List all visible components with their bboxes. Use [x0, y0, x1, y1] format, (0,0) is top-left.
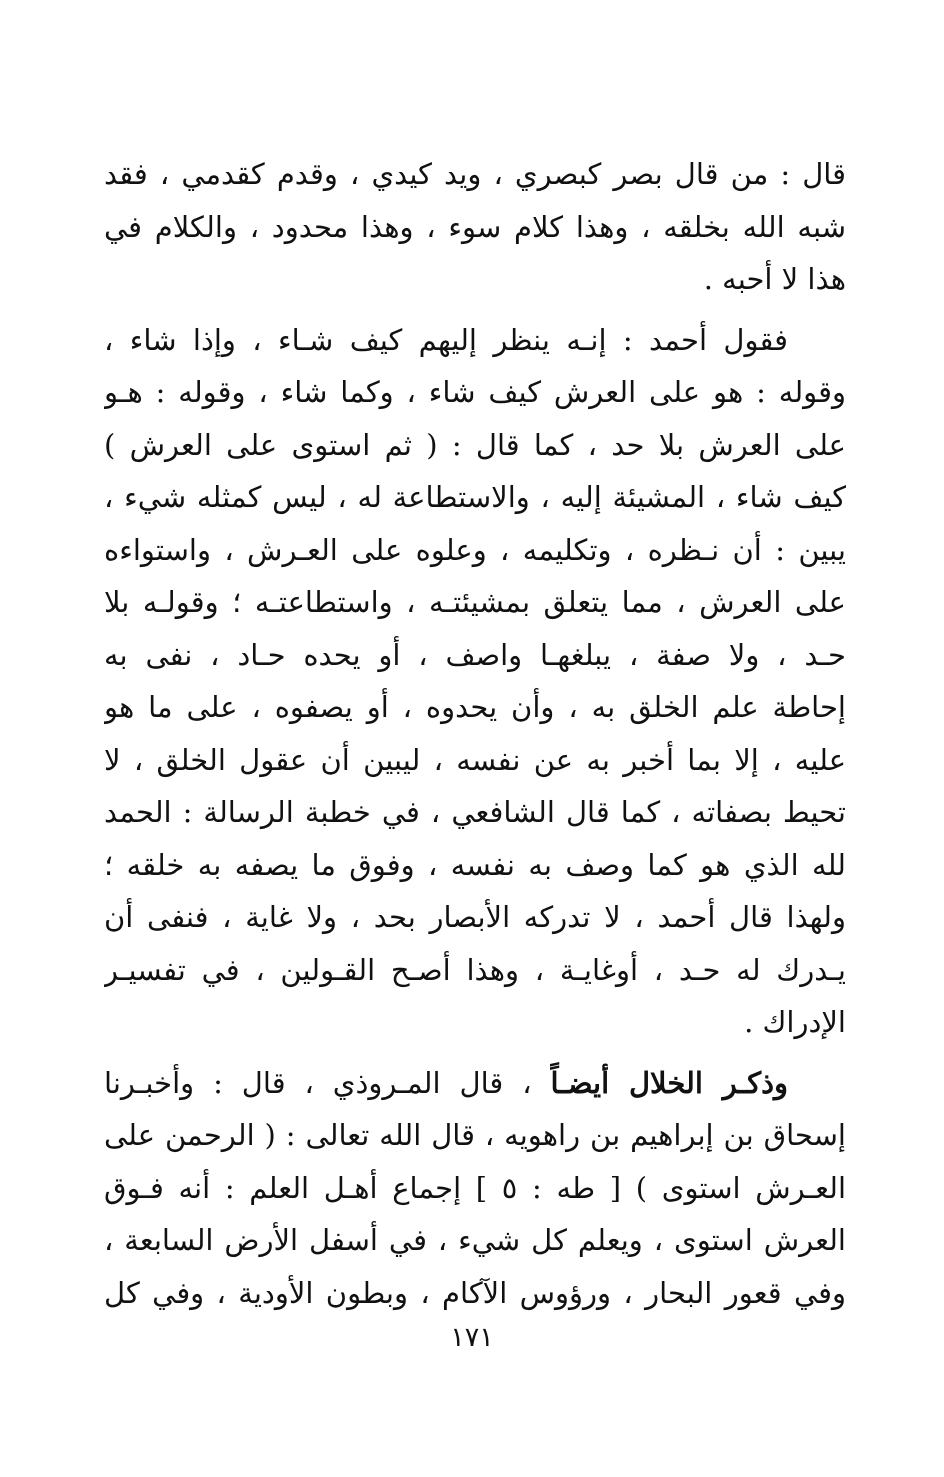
text-line: على العرش ، مما يتعلق بمشيئتـه ، واستطاعتـه ؛ وقولـه بلا: [104, 585, 846, 619]
text-line: كيف شاء ، المشيئة إليه ، والاستطاعة له ، ليس كمثله شيء ،: [104, 480, 846, 514]
text-line: يـدرك له حـد ، أوغايـة ، وهذا أصـح القـولين ، في تفسيـر: [104, 952, 846, 987]
bold-lead-text: وذكـر الخلال أيضـاً: [550, 1065, 788, 1100]
text-line: يبين : أن نـظره ، وتكليمه ، وعلوه على العـرش ، واستواءه: [104, 532, 846, 567]
text-line: الإدراك .: [744, 1005, 846, 1039]
text-line: العـرش استوى ) [ طه : ٥ ] إجماع أهـل العلم : أنه فـوق: [104, 1170, 846, 1205]
text-line: وفي قعور البحار ، ورؤوس الآكام ، وبطون الأودية ، وفي كل: [104, 1275, 846, 1310]
paragraph-2: [104, 314, 846, 1049]
text-line: إسحاق بن إبراهيم بن راهويه ، قال الله تعالى : ( الرحمن على: [104, 1118, 846, 1152]
text-line: إحاطة علم الخلق به ، وأن يحدوه ، أو يصفوه ، على ما هو: [104, 690, 846, 724]
text-line: هذا لا أحبه .: [703, 262, 846, 296]
text-line: لله الذي هو كما وصف به نفسه ، وفوق ما يصفه به خلقه ؛: [104, 847, 846, 882]
body-text: [104, 148, 846, 1327]
text-line: تحيط بصفاته ، كما قال الشافعي ، في خطبة الرسالة : الحمد: [104, 795, 846, 829]
text-line: العرش استوى ، ويعلم كل شيء ، في أسفل الأرض السابعة ،: [104, 1223, 846, 1257]
text-line: قال : من قال بصر كبصري ، ويد كيدي ، وقدم كقدمي ، فقد: [104, 157, 846, 191]
text-line: عليه ، إلا بما أخبر به عن نفسه ، ليبين أن عقول الخلق ، لا: [104, 742, 846, 777]
text-line: فقول أحمد : إنـه ينظر إليهم كيف شـاء ، وإذا شاء ،: [104, 322, 788, 357]
page-number: ١٧١: [450, 1322, 494, 1353]
text-line: حـد ، ولا صفة ، يبلغهـا واصف ، أو يحده حـاد ، نفى به: [104, 637, 846, 672]
paragraph-3: [104, 1057, 846, 1320]
paragraph-1: [104, 148, 846, 306]
text-line: ولهذا قال أحمد ، لا تدركه الأبصار بحد ، ولا غاية ، فنفى أن: [104, 900, 846, 934]
text-line: وقوله : هو على العرش كيف شاء ، وكما شاء ، وقوله : هـو: [104, 375, 846, 409]
first-line-rest: ، قال المـروذي ، قال : وأخبـرنا: [104, 1065, 551, 1100]
text-line: على العرش بلا حد ، كما قال : ( ثم استوى على العرش ): [104, 427, 846, 462]
text-line: [104, 1057, 846, 1110]
text-line: شبه الله بخلقه ، وهذا كلام سوء ، وهذا محدود ، والكلام في: [104, 209, 846, 244]
